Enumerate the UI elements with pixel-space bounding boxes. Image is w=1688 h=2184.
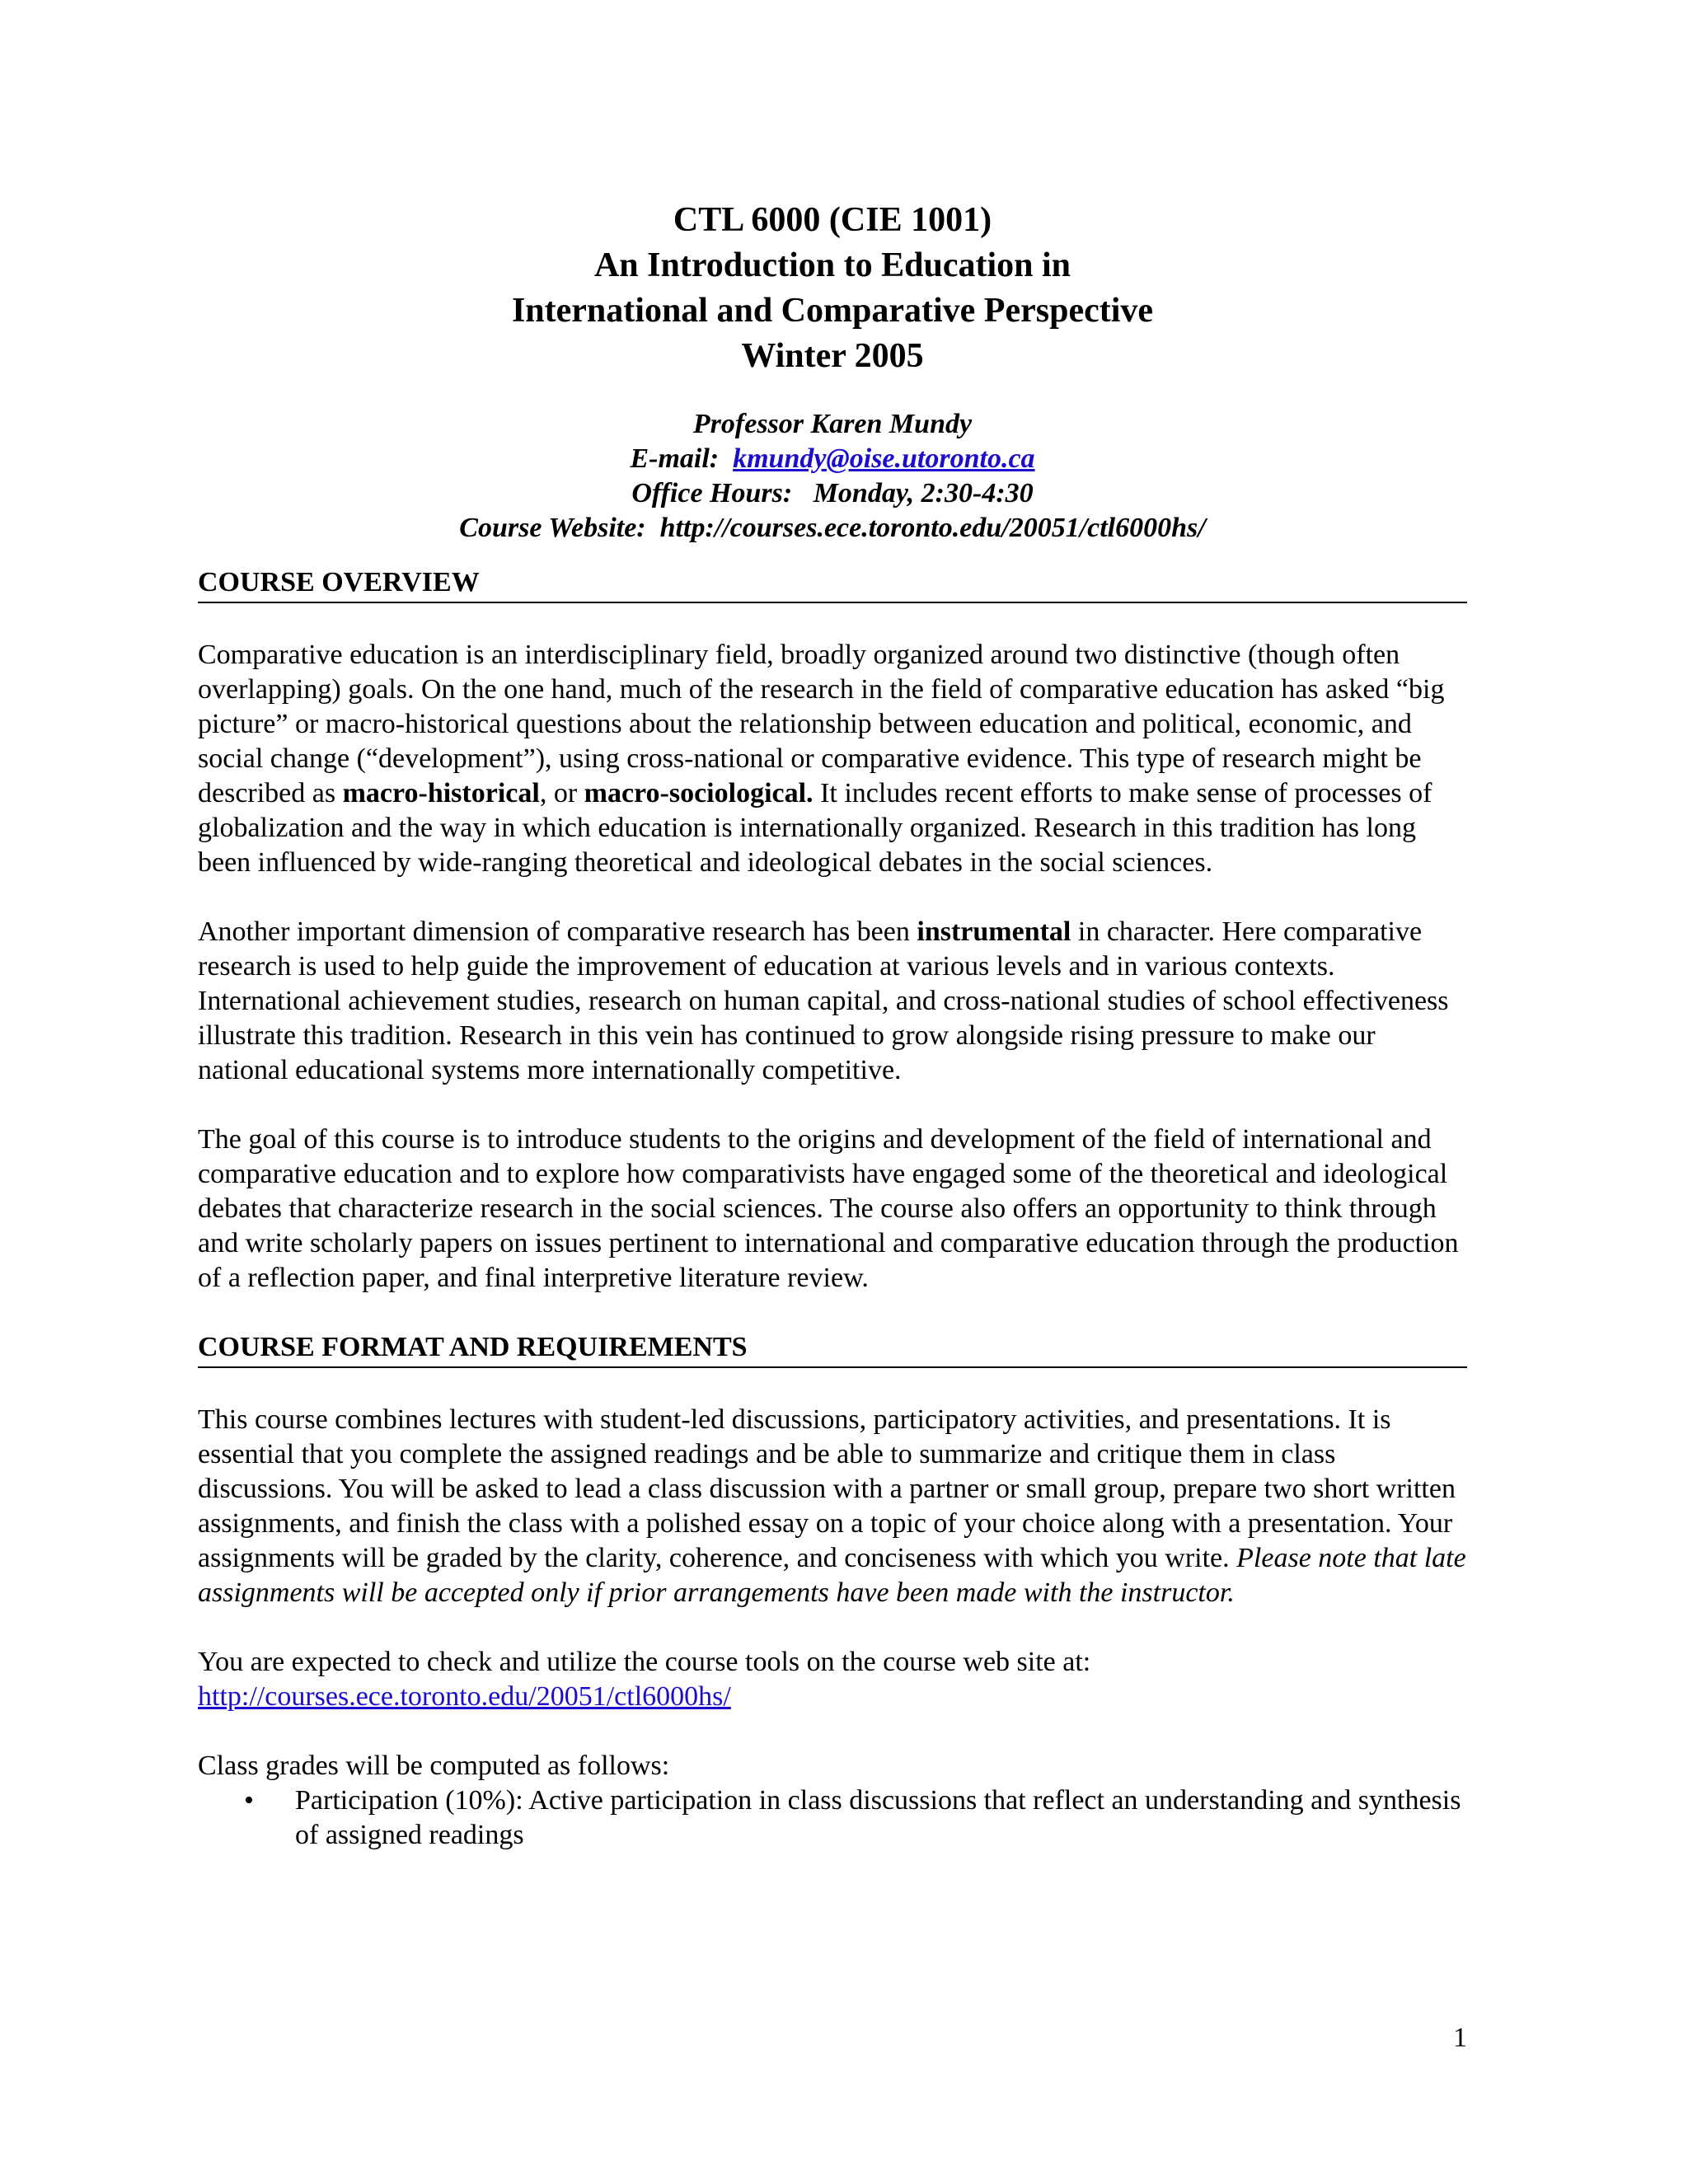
overview-p2-text-c: in character. Here comparative research is used to help guide the improvement of education at various levels and in various contexts. International achievement studies, research on human capital, and cross-national studies of school effectiveness illustrate this tradition. Research in this vein has continued to grow alongside rising pressure to make our national educational systems more internationally competitive. bbox=[198, 916, 1449, 1085]
overview-p2-bold: instrumental bbox=[917, 916, 1071, 947]
instructor-info bbox=[198, 407, 1467, 546]
office-hours-value: Monday, 2:30-4:30 bbox=[813, 478, 1034, 509]
professor-name: Professor Karen Mundy bbox=[692, 409, 973, 439]
email-line bbox=[198, 442, 1467, 476]
format-paragraph-2 bbox=[198, 1645, 1467, 1714]
course-format-heading: COURSE FORMAT AND REQUIREMENTS bbox=[198, 1330, 1467, 1368]
course-overview-heading: COURSE OVERVIEW bbox=[198, 565, 1467, 603]
email-label: E-mail: bbox=[630, 443, 720, 474]
office-hours-line bbox=[198, 476, 1467, 511]
overview-paragraph-3: The goal of this course is to introduce students to the origins and development of the field of international and comparative education and to explore how comparativists have engaged some of the theoretical and ideological debates that characterize research in the social sciences. The course also offers an opportunity to think through and write scholarly papers on issues pertinent to international and comparative education through the production of a reflection paper, and final interpretive literature review. bbox=[198, 1124, 1459, 1293]
grades-list bbox=[198, 1783, 1467, 1853]
list-item bbox=[198, 1783, 1467, 1853]
late-assignment-note: Please note that late assignments will be accepted only if prior arrangements have been made with the instructor. bbox=[198, 1543, 1466, 1608]
overview-p1-bold-1: macro-historical bbox=[342, 778, 540, 808]
email-link[interactable]: kmundy@oise.utoronto.ca bbox=[733, 443, 1035, 474]
overview-p1-text-a: Comparative education is an interdisciplinary field, broadly organized around two distinctive (though often overlapping) goals. On the one hand, much of the research in the field of comparative education has asked “big picture” or macro-historical questions about the relationship between education and political, economic, and social change (“development”), using cross-national or comparative evidence. This type of research might be described as bbox=[198, 640, 1445, 808]
overview-paragraph-2 bbox=[198, 915, 1467, 1088]
website-value: http://courses.ece.toronto.edu/20051/ctl6000hs/ bbox=[659, 513, 1206, 543]
grade-item-text: Participation (10%): Active participation in class discussions that reflect an understanding and synthesis of assigned readings bbox=[295, 1785, 1461, 1850]
website-instruction: You are expected to check and utilize the course tools on the course web site at: bbox=[198, 1647, 1091, 1677]
website-line bbox=[198, 511, 1467, 546]
course-code: CTL 6000 (CIE 1001) bbox=[673, 201, 992, 239]
format-paragraph-1 bbox=[198, 1403, 1467, 1610]
bullet-icon: • bbox=[244, 1785, 254, 1816]
course-title bbox=[198, 198, 1467, 379]
page-content bbox=[198, 198, 1467, 1853]
grades-intro: Class grades will be computed as follows: bbox=[198, 1750, 670, 1781]
page-number: 1 bbox=[1453, 2022, 1467, 2053]
course-title-line-1: An Introduction to Education in bbox=[593, 246, 1071, 284]
overview-p2-text-a: Another important dimension of comparative research has been bbox=[198, 916, 917, 947]
overview-paragraph-1 bbox=[198, 638, 1467, 880]
format-p1-text: This course combines lectures with student-led discussions, participatory activities, and presentations. It is essential that you complete the assigned readings and be able to summarize and critique them in class discussions. You will be asked to lead a class discussion with a partner or small group, prepare two short written assignments, and finish the class with a polished essay on a topic of your choice along with a presentation. Your assignments will be graded by the clarity, coherence, and conciseness with which you write. bbox=[198, 1404, 1456, 1573]
course-title-line-2: International and Comparative Perspective bbox=[511, 292, 1154, 330]
website-label: Course Website: bbox=[459, 513, 646, 543]
course-website-link[interactable]: http://courses.ece.toronto.edu/20051/ctl6000hs/ bbox=[198, 1681, 731, 1712]
overview-p1-text-c: , or bbox=[539, 778, 584, 808]
overview-p1-bold-2: macro-sociological. bbox=[584, 778, 814, 808]
office-hours-label: Office Hours: bbox=[631, 478, 793, 509]
overview-p1-text-d: It includes recent efforts to make sense of processes of globalization and the way in which education is internationally organized. Research in this tradition has long been influenced by wide-ranging theoretical and ideological debates in the social sciences. bbox=[198, 778, 1432, 878]
course-term: Winter 2005 bbox=[741, 337, 924, 375]
